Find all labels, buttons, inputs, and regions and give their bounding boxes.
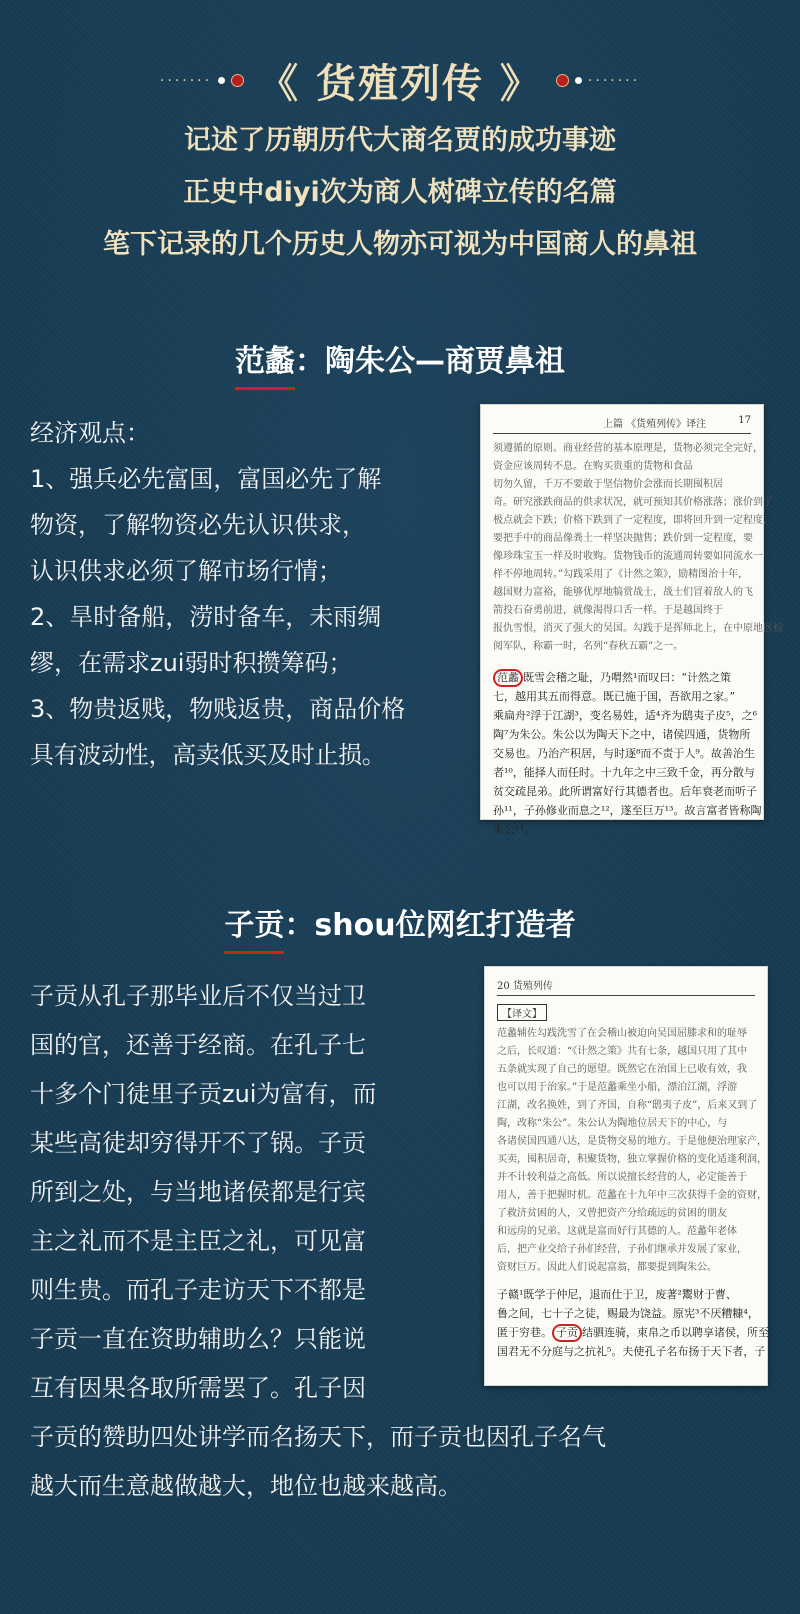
card-line: 七，越用其五而得意。既已施于国，吾欲用之家。” — [493, 690, 736, 703]
card-line-circled: 范蠡 既雪会稽之耻，乃喟然¹而叹曰：“计然之策 — [493, 668, 751, 687]
text-line: 物资，了解物资必先认识供求， — [30, 511, 366, 539]
card-line: 并不计较利益之高低。所以说擅长经营的人，必定能善于 — [497, 1172, 747, 1183]
text-line: 子贡从孔子那毕业后不仅当过卫 — [30, 982, 366, 1010]
card-line: 贫交疏昆弟。此所谓富好行其德者也。后年衰老而听子 — [493, 785, 757, 798]
red-underline — [224, 951, 284, 954]
card-line: 也可以用于治家。”于是范蠡乘坐小船，漂泊江湖，浮游 — [497, 1082, 738, 1093]
card-line: 资财巨万。因此人们说起富翁，都要提到陶朱公。 — [497, 1262, 717, 1273]
book-page-card-2 — [484, 966, 780, 1386]
text-line: 所到之处，与当地诸侯都是行宾 — [30, 1178, 366, 1206]
card-line: 陶⁷为朱公。朱公以为陶天下之中，诸侯四通，货物所 — [493, 728, 751, 741]
card-line: 五条就实现了自己的愿望。既然它在治国上已收有效，我 — [497, 1064, 747, 1075]
card-line: 奇。研究涨跌商品的供求状况，就可预知其价格涨落；涨价到了 — [493, 497, 773, 508]
card-line: 须遵循的原则。商业经营的基本原理是，货物必须完全完好， — [493, 443, 763, 454]
text-line: 主之礼而不是主臣之礼，可见富 — [30, 1227, 366, 1255]
card-line: 交易也。乃治产积居，与时逐⁸而不责于人⁹。故善治生 — [493, 747, 755, 760]
card-line: 切勿久留，千万不要敢于坚信物价会涨而长期囤积居 — [493, 479, 723, 490]
card-line: 极点就会下跌；价格下跌到了一定程度，即将回升到一定程度， — [493, 515, 773, 526]
card-line: 子赣¹既学于仲尼，退而仕于卫，废著²鬻财于曹、 — [497, 1288, 737, 1301]
book-page-card-1 — [480, 404, 783, 836]
card-line: 朱公¹⁴。 — [493, 823, 535, 836]
title-row — [0, 52, 800, 109]
card-line: 后，把产业交给子孙们经营，子孙们继承并发展了家业， — [497, 1244, 747, 1255]
left-ornament — [160, 73, 244, 89]
card-header — [493, 415, 751, 434]
card-line: 国君无不分庭与之抗礼⁵。夫使孔子名布扬于天下者，子 — [497, 1345, 766, 1358]
card-line: 越国财力富裕，能够优厚地犒赏战士，战士们冒着敌人的飞 — [493, 587, 753, 598]
translation-tag: 【译文】 — [497, 1004, 547, 1021]
card-line: 鲁之间，七十子之徒，赐最为饶益。原宪³不厌糟糠⁴， — [497, 1307, 759, 1320]
card-header-title: 上篇 《货殖列传》译注 — [603, 419, 707, 430]
section-heading-zigong — [0, 900, 800, 944]
card-line: 之后，长叹道：“《计然之策》共有七条，越国只用了其中 — [497, 1046, 748, 1057]
text-line: 子贡的赞助四处讲学而名扬天下，而子贡也因孔子名气 — [30, 1423, 606, 1451]
card-line: 样不停地周转。”勾践采用了《计然之策》，励精图治十年， — [493, 569, 749, 580]
section-heading-fanli — [0, 336, 800, 380]
heading-name — [235, 336, 295, 380]
red-circle-highlight: 范蠡 — [493, 669, 523, 687]
right-ornament — [556, 73, 640, 89]
text-line: 2、旱时备船，涝时备车，未雨绸 — [30, 603, 382, 631]
card-line: 阅军队，称霸一时，名列“春秋五霸”之一。 — [493, 641, 684, 652]
card-line: 各诸侯国四通八达，是货物交易的地方。于是他便治理家产， — [497, 1136, 767, 1147]
heading-name-text: 子贡 — [224, 908, 285, 943]
card-line: 要把手中的商品像粪土一样坚决抛售；跌价到一定程度，要 — [493, 533, 753, 544]
text-line: 3、物贵返贱，物贱返贵，商品价格 — [30, 695, 406, 723]
text-line: 越大而生意越做越大，地位也越来越高。 — [30, 1472, 462, 1500]
section2-text-full — [30, 1413, 775, 1511]
text-line: 互有因果各取所需罢了。孔子因 — [30, 1374, 366, 1402]
card-line: 范蠡辅佐勾践洗雪了在会稽山被迫向吴国屈膝求和的耻辱 — [497, 1028, 747, 1039]
text-line: 某些高徒却穷得开不了锅。子贡 — [30, 1129, 366, 1157]
card-line: 江湖，改名换姓，到了齐国，自称“鸱夷子皮”，后来又到了 — [497, 1100, 758, 1111]
card-line: 买卖，囤积居奇，积聚货物，独立掌握价格的变化适逢利润， — [497, 1154, 767, 1165]
card-line: 孙¹¹，子孙修业而息之¹²，遂至巨万¹³。故言富者皆称陶 — [493, 804, 762, 817]
card-line: 乘扁舟²浮于江湖³，变名易姓，适⁴齐为鸱夷子皮⁵，之⁶ — [493, 709, 758, 722]
section2-text — [30, 972, 480, 1413]
red-circle-highlight: 子贡 — [552, 1324, 582, 1342]
card-line: 了救济贫困的人，又曾把资产分给疏远的贫困的朋友 — [497, 1208, 727, 1219]
white-dot-icon — [218, 77, 225, 84]
card-line: 箭投石奋勇前进，就像渴得口舌一样。于是越国终于 — [493, 605, 723, 616]
white-dot-icon — [575, 77, 582, 84]
card-header: 20 货殖列传 — [497, 977, 755, 996]
heading-name — [224, 900, 284, 944]
heading-rest: ：陶朱公—商贾鼻祖 — [295, 344, 565, 379]
card-page-number: 17 — [738, 415, 751, 426]
text-line: 十多个门徒里子贡zui为富有，而 — [30, 1080, 377, 1108]
heading-name-text: 范蠡 — [235, 344, 295, 379]
section1-text — [30, 410, 470, 778]
subtitle-2: 正史中diyi次为商人树碑立传的名篇 — [183, 177, 617, 208]
heading-rest: ：shou位网红打造者 — [284, 908, 576, 943]
red-dot-icon — [231, 74, 244, 87]
dots-ornament-icon: ······· — [159, 72, 213, 89]
red-underline — [235, 387, 295, 390]
red-dot-icon — [556, 74, 569, 87]
header — [0, 52, 800, 265]
card-line: 陶，改称“朱公”。朱公认为陶地位居天下的中心，与 — [497, 1118, 728, 1129]
card-line: 者¹⁰，能择人而任时。十九年之中三致千金，再分散与 — [493, 766, 755, 779]
card-line: 报仇雪恨，消灭了强大的吴国。勾践于是挥师北上，在中原地区检 — [493, 623, 783, 634]
text-line: 认识供求必须了解市场行情； — [30, 557, 342, 585]
text-line: 具有波动性，高卖低买及时止损。 — [30, 741, 386, 769]
dots-ornament-icon: ······· — [587, 72, 641, 89]
text-line: 国的官，还善于经商。在孔子七 — [30, 1031, 366, 1059]
text-line: 经济观点： — [30, 419, 150, 447]
text-line: 子贡一直在资助辅助么？只能说 — [30, 1325, 366, 1353]
card-line: 像珍珠宝玉一样及时收购。货物钱币的流通周转要如同流水一 — [493, 551, 763, 562]
card-line-circled: 匿于穷巷。 子贡 结驷连骑，束帛之币以聘享诸侯，所至， — [497, 1323, 755, 1342]
text-line: 1、强兵必先富国，富国必先了解 — [30, 465, 382, 493]
card-line: 用人，善于把握时机。范蠡在十九年中三次获得千金的资财， — [497, 1190, 767, 1201]
page-title: 《 货殖列传 》 — [258, 60, 542, 107]
subtitle-3: 笔下记录的几个历史人物亦可视为中国商人的鼻祖 — [103, 229, 697, 260]
text-line: 则生贵。而孔子走访天下不都是 — [30, 1276, 366, 1304]
card-line: 资金应该周转不息。在购买贵重的货物和食品 — [493, 461, 693, 472]
subtitle-1: 记述了历朝历代大商名贾的成功事迹 — [184, 125, 616, 156]
text-line: 缪，在需求zui弱时积攒筹码； — [30, 649, 353, 677]
card-line: 和远房的兄弟。这就是富而好行其德的人。范蠡年老体 — [497, 1226, 737, 1237]
